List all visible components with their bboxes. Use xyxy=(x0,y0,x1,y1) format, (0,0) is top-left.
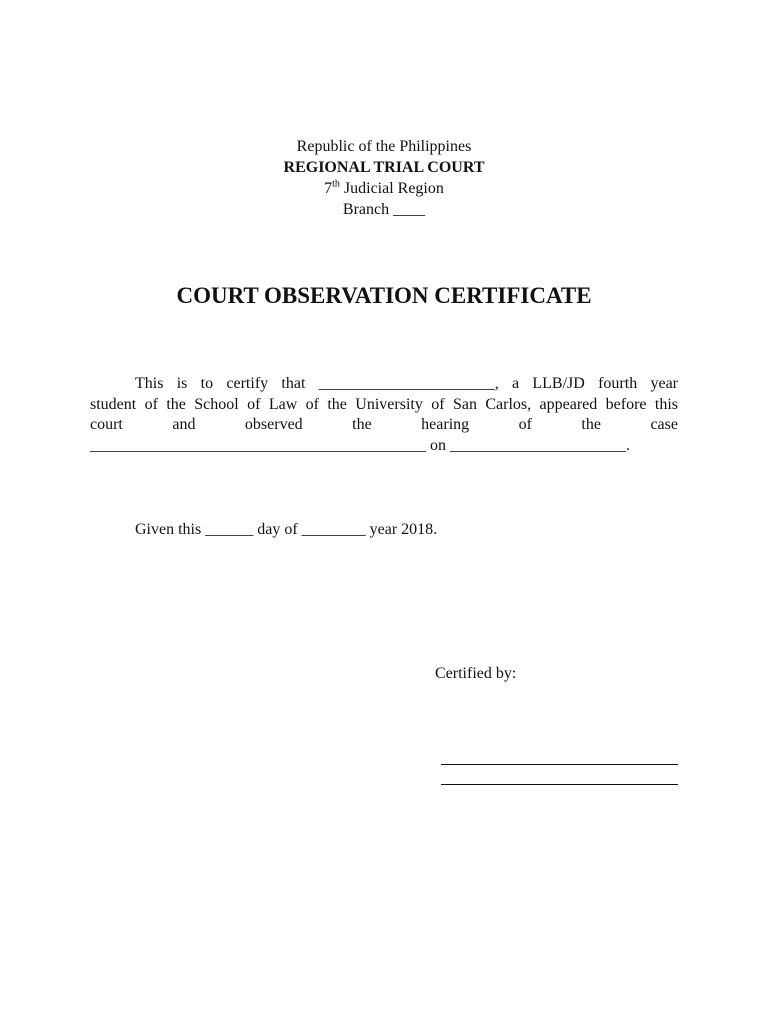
paragraph-line-3 xyxy=(90,415,678,436)
paragraph-word: observed xyxy=(244,416,303,433)
certification-paragraph xyxy=(90,374,678,456)
signatory-name-line xyxy=(441,784,678,785)
court-name: REGIONAL TRIAL COURT xyxy=(283,159,485,176)
paragraph-word: of xyxy=(518,416,532,433)
paragraph-line-1: This is to certify that ______________________, a LLB/JD fourth year xyxy=(135,375,678,392)
judicial-region-line xyxy=(0,178,768,199)
paragraph-word: the xyxy=(352,416,372,433)
given-date-line: Given this ______ day of ________ year 2018. xyxy=(135,521,438,538)
paragraph-word: and xyxy=(172,416,196,433)
region-number: 7 xyxy=(324,180,333,197)
republic-line: Republic of the Philippines xyxy=(296,138,472,155)
region-text: Judicial Region xyxy=(339,180,444,197)
document-header xyxy=(0,136,768,220)
branch-line: Branch ____ xyxy=(342,201,426,218)
paragraph-word: court xyxy=(90,416,123,433)
region-suffix: th xyxy=(332,178,340,190)
paragraph-word: hearing xyxy=(421,416,470,433)
certified-by-label: Certified by: xyxy=(435,665,517,682)
paragraph-line-4: __________________________________________ on ______________________. xyxy=(90,436,630,454)
paragraph-line-2: student of the School of Law of the University of San Carlos, appeared before this xyxy=(90,395,678,413)
signature-line xyxy=(441,764,678,765)
certificate-title: COURT OBSERVATION CERTIFICATE xyxy=(176,283,592,308)
paragraph-word: case xyxy=(650,416,678,433)
paragraph-word: the xyxy=(581,416,601,433)
